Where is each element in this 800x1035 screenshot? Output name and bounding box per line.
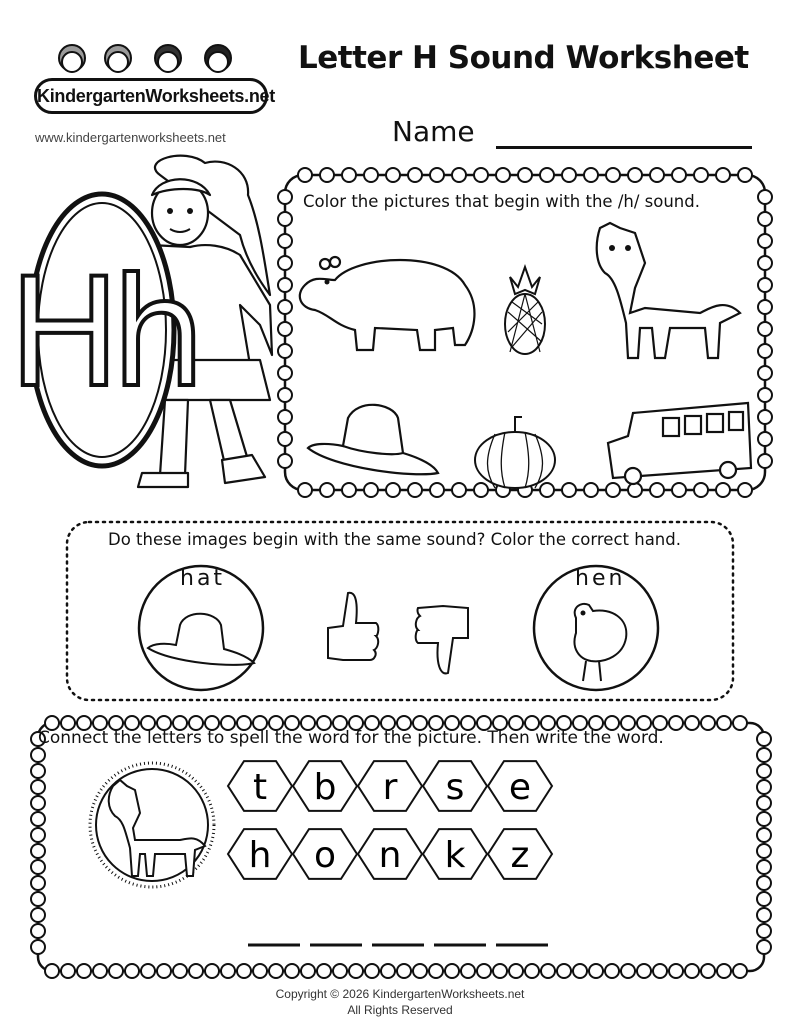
logo (34, 30, 275, 120)
big-letter-hh: Hh (8, 247, 196, 421)
pumpkin-picture[interactable] (470, 412, 560, 492)
bus-picture[interactable] (603, 398, 753, 488)
rights-reserved: All Rights Reserved (347, 1003, 453, 1017)
hex-letter: t (252, 767, 268, 808)
logo-url: www.kindergartenworksheets.net (35, 130, 226, 145)
section1-instruction: Color the pictures that begin with the /h/ sound. (303, 192, 700, 211)
thumbs-up-icon (328, 593, 378, 660)
hex-letter: r (382, 767, 398, 808)
right-word: hen (575, 566, 626, 591)
name-label: Name (392, 115, 475, 148)
hat-picture[interactable] (303, 398, 443, 483)
answer-blanks[interactable] (248, 940, 558, 950)
page-title: Letter H Sound Worksheet (298, 40, 749, 76)
name-field[interactable] (496, 146, 752, 149)
thumbs-icons (318, 588, 468, 688)
hex-letter: k (444, 835, 466, 876)
horse-circle (85, 758, 220, 893)
hippo-picture[interactable] (295, 250, 480, 360)
copyright: Copyright © 2026 KindergartenWorksheets.net (275, 987, 525, 1001)
horse-picture[interactable] (590, 218, 755, 368)
pineapple-picture[interactable] (500, 262, 550, 357)
section3-instruction: Connect the letters to spell the word for the picture. Then write the word. (38, 728, 664, 748)
hex-letter: e (508, 767, 532, 808)
logo-text: KindergartenWorksheets.net (34, 78, 268, 114)
hex-letter: n (378, 835, 402, 876)
hex-letter: s (445, 767, 465, 808)
hex-letter: h (248, 835, 272, 876)
girl-holding-letter-illustration (8, 155, 290, 500)
section2-instruction: Do these images begin with the same sound? Color the correct hand. (108, 530, 681, 549)
hex-letter: z (510, 835, 530, 876)
left-word: hat (180, 566, 226, 591)
thumbs-down-icon (416, 606, 468, 673)
hex-letter: o (313, 835, 337, 876)
letter-hexagons (230, 756, 570, 886)
hex-letter: b (313, 767, 337, 808)
